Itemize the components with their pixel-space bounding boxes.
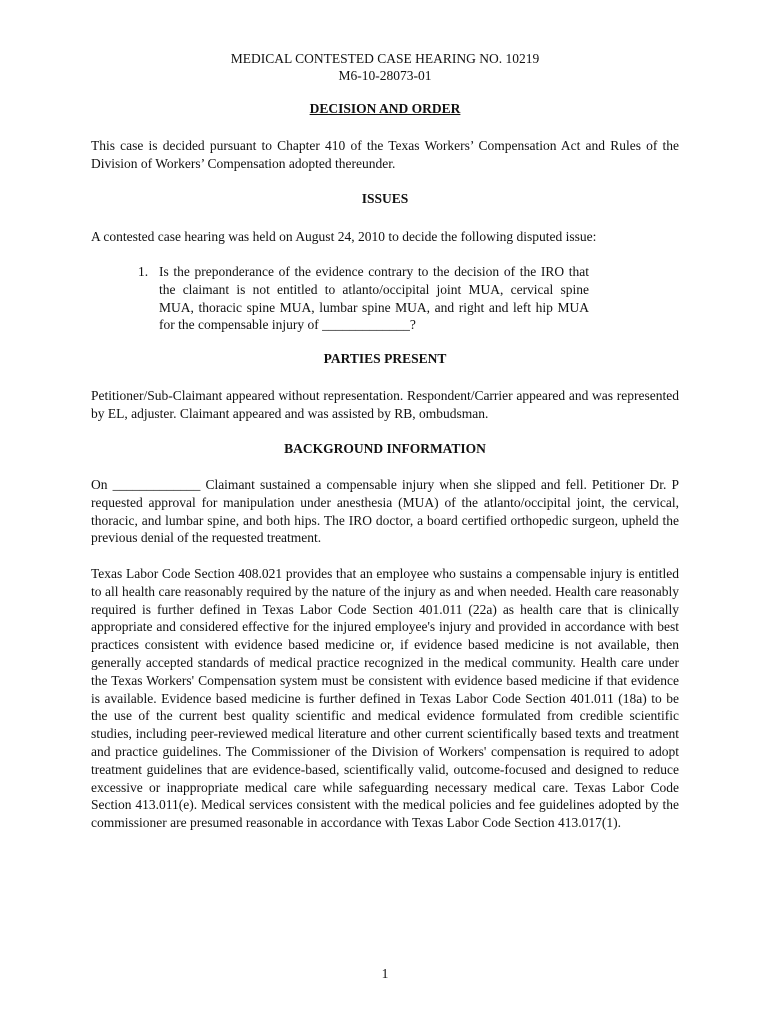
issue-list-number: 1. bbox=[138, 264, 149, 279]
issue-list-text: Is the preponderance of the evidence contrary to the decision of the IRO that the claimant is not entitled to atlanto/occipital joint MUA, cervical spine MUA, thoracic spine MUA, lumbar spine MUA, and right and left hip MUA for the compensable injury of _____________? bbox=[159, 264, 589, 333]
document-title bbox=[0, 101, 770, 117]
background-heading: BACKGROUND INFORMATION bbox=[284, 441, 486, 456]
case-number-line: MEDICAL CONTESTED CASE HEARING NO. 10219 bbox=[230, 51, 540, 66]
parties-paragraph: Petitioner/Sub-Claimant appeared without representation. Respondent/Carrier appeared and was represented by EL, adjuster. Claimant appeared and was assisted by RB, ombudsman. bbox=[91, 388, 679, 421]
background-paragraph-1: On _____________ Claimant sustained a compensable injury when she slipped and fell. Petitioner Dr. P requested approval for manipulation under anesthesia (MUA) of the atlanto/occipital joint, the cervical, thoracic, and lumbar spine, and both hips. The IRO doctor, a board certified orthopedic surgeon, upheld the previous denial of the requested treatment. bbox=[91, 477, 679, 546]
intro-paragraph: This case is decided pursuant to Chapter 410 of the Texas Workers’ Compensation Act and Rules of the Division of Workers’ Compensation adopted thereunder. bbox=[91, 138, 679, 171]
background-paragraph-2: Texas Labor Code Section 408.021 provides that an employee who sustains a compensable injury is entitled to all health care reasonably required by the nature of the injury as and when needed. Health care reasonably required is further defined in Texas Labor Code Section 401.011 (22a) as health care that is clinically appropriate and considered effective for the injured employee's injury and provided in accordance with best practices consistent with evidence based medicine or, if evidence based medicine is not available, then generally accepted standards of medical practice recognized in the medical community. Health care under the Texas Workers' Compensation system must be consistent with evidence based medicine if that evidence is available. Evidence based medicine is further defined in Texas Labor Code Section 401.011 (18a) to be the use of the current best quality scientific and medical evidence formulated from credible scientific studies, including peer-reviewed medical literature and other current scientifically based texts and treatment and practice guidelines. The Commissioner of the Division of Workers' compensation is required to adopt treatment guidelines that are evidence-based, scientifically valid, outcome-focused and designed to reduce excessive or inappropriate medical care while safeguarding necessary medical care. Texas Labor Code Section 413.011(e). Medical services consistent with the medical policies and fee guidelines adopted by the commissioner are presumed reasonable in accordance with Texas Labor Code Section 413.017(1). bbox=[91, 566, 679, 831]
issues-paragraph: A contested case hearing was held on August 24, 2010 to decide the following disputed issue: bbox=[91, 229, 597, 244]
docket-number-line: M6-10-28073-01 bbox=[338, 68, 432, 83]
parties-heading: PARTIES PRESENT bbox=[323, 351, 447, 366]
document-title-text: DECISION AND ORDER bbox=[309, 101, 461, 116]
issue-list-item bbox=[138, 263, 589, 334]
page-number: 1 bbox=[381, 966, 389, 981]
issues-heading: ISSUES bbox=[361, 191, 409, 206]
